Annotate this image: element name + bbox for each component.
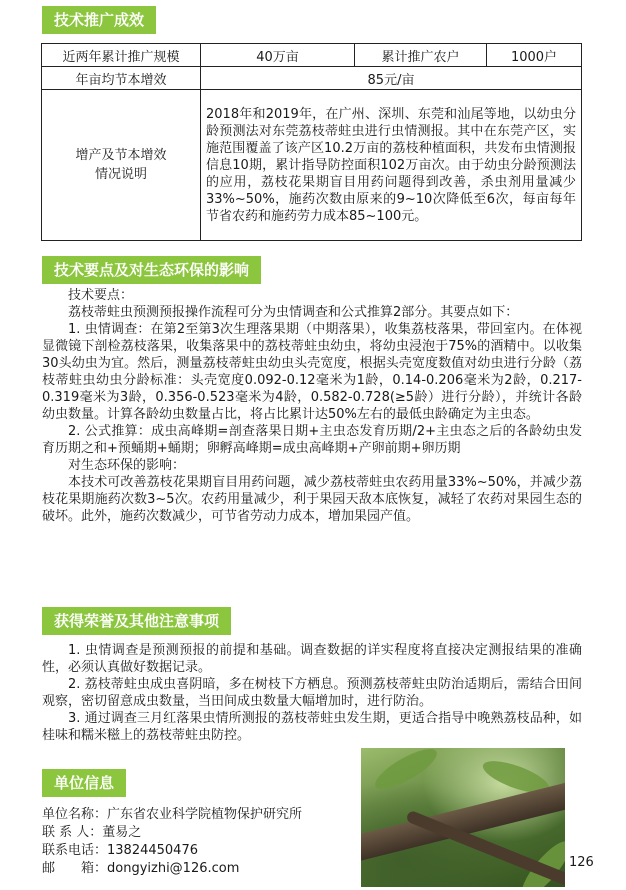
paragraph: 对生态环保的影响： bbox=[68, 458, 186, 473]
paragraph: 1. 虫情调查：在第2至第3次生理落果期（中期落果），收集荔枝落果，带回室内。在体视显微镜下剖检荔枝落果，收集落果中的荔枝蒂蛀虫幼虫，将幼虫浸泡于75%的酒精中。以收集30头幼虫为宜。然后，测量荔枝蒂蛀虫幼虫头壳宽度，根据头壳宽度数值对幼虫进行分龄（荔枝蒂蛀虫幼虫分龄标准：头壳宽度0.092-0.12毫米为1龄，0.14-0.206毫米为2龄，0.217-0.319毫米为3龄，0.356-0.523毫米为4龄，0.582-0.728(≥5龄）进行分龄），并统计各龄幼虫数量。计算各龄幼虫数量占比，将占比累计达50%左右的最低虫龄确定为主虫态。 bbox=[42, 322, 582, 422]
unit-info bbox=[42, 806, 302, 878]
lychee-branch-photo bbox=[361, 748, 565, 887]
section-title-honors: 获得荣誉及其他注意事项 bbox=[42, 607, 231, 635]
table-row bbox=[42, 67, 582, 90]
unit-email: 邮 箱：dongyizhi@126.com bbox=[42, 861, 240, 876]
table-row bbox=[42, 90, 582, 241]
table-cell: 85元/亩 bbox=[201, 67, 582, 90]
section-title-tech-promo: 技术推广成效 bbox=[42, 6, 156, 34]
paragraph: 本技术可改善荔枝花果期盲目用药问题，减少荔枝蒂蛀虫农药用量33%~50%，并减少荔枝花果期施药次数3~5次。农药用量减少，利于果园天敌本底恢复，减轻了农药对果园生态的破坏。此外，施药次数减少，可节省劳动力成本，增加果园产值。 bbox=[42, 475, 582, 524]
paragraph: 1. 虫情调查是预测预报的前提和基础。调查数据的详实程度将直接决定测报结果的准确性，必须认真做好数据记录。 bbox=[42, 643, 582, 675]
paragraph: 3. 通过调查三月红落果虫情所测报的荔枝蒂蛀虫发生期，更适合指导中晚熟荔枝品种，如桂味和糯米糍上的荔枝蒂蛀虫防控。 bbox=[42, 711, 582, 743]
honors-body bbox=[42, 642, 582, 744]
unit-contact: 联 系 人：董易之 bbox=[42, 825, 142, 840]
paragraph: 2. 公式推算：成虫高峰期=剖查落果日期+主虫态发育历期/2+主虫态之后的各龄幼虫发育历期之和+预蛹期+蛹期；卵孵高峰期=成虫高峰期+产卵前期+卵历期 bbox=[42, 424, 582, 456]
table-cell: 累计推广农户 bbox=[355, 44, 487, 67]
table-cell: 年亩均节本增效 bbox=[42, 67, 201, 90]
paragraph: 荔枝蒂蛀虫预测预报操作流程可分为虫情调查和公式推算2部分。其要点如下： bbox=[68, 305, 519, 320]
unit-phone: 联系电话：13824450476 bbox=[42, 843, 198, 858]
paragraph: 2. 荔枝蒂蛀虫成虫喜阴暗，多在树枝下方栖息。预测荔枝蒂蛀虫防治适期后，需结合田间观察，密切留意成虫数量，当田间成虫数量大幅增加时，进行防治。 bbox=[42, 677, 582, 709]
section-title-key-points: 技术要点及对生态环保的影响 bbox=[42, 256, 261, 284]
tech-promo-table bbox=[41, 43, 582, 241]
table-cell: 1000户 bbox=[487, 44, 582, 67]
table-cell: 近两年累计推广规模 bbox=[42, 44, 201, 67]
page-number: 126 bbox=[569, 855, 594, 870]
section-title-unit: 单位信息 bbox=[42, 769, 126, 797]
table-row bbox=[42, 44, 582, 67]
table-cell: 增产及节本增效 情况说明 bbox=[42, 90, 201, 241]
unit-name: 单位名称：广东省农业科学院植物保护研究所 bbox=[42, 807, 303, 822]
table-cell: 40万亩 bbox=[201, 44, 355, 67]
key-points-body bbox=[42, 287, 582, 525]
table-cell-description: 2018年和2019年，在广州、深圳、东莞和汕尾等地，以幼虫分龄预测法对东莞荔枝蒂蛀虫进行虫情测报。其中在东莞产区，实施范围覆盖了该产区10.2万亩的荔枝种植面积，共发布虫情测报信息10期，累计指导防控面积102万亩次。由于幼虫分龄预测法的应用，荔枝花果期盲目用药问题得到改善，杀虫剂用量减少33%~50%，施药次数由原来的9~10次降低至6次，每亩每年节省农药和施药劳力成本85~100元。 bbox=[201, 90, 582, 241]
paragraph: 技术要点： bbox=[68, 288, 134, 303]
